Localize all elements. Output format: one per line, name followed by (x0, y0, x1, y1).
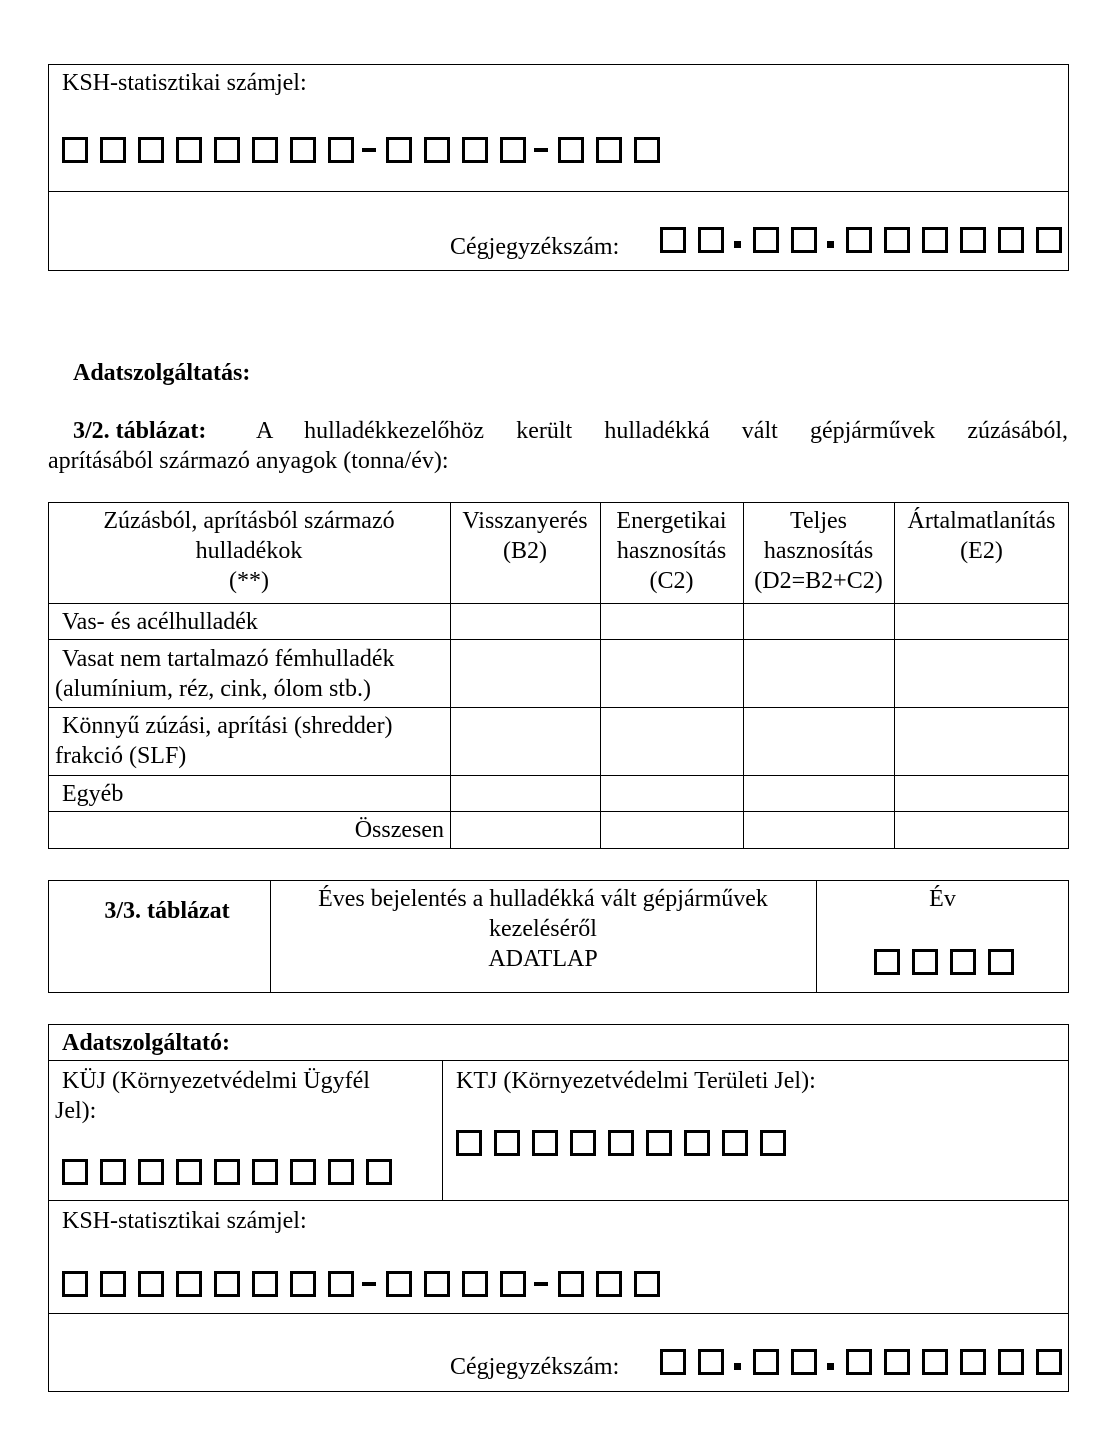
table33-title: Éves bejelentés a hulladékká vált gépjárművek kezeléséről ADATLAP (318, 886, 768, 972)
entry-box[interactable] (922, 227, 948, 253)
entry-box[interactable] (424, 1271, 450, 1297)
provider-title: Adatszolgáltató: (62, 1030, 230, 1056)
entry-box[interactable] (176, 1271, 202, 1297)
row-divider (48, 603, 1069, 604)
entry-box[interactable] (214, 137, 240, 163)
header-recovery: Visszanyerés (B2) (462, 508, 588, 564)
row-divider (48, 707, 1069, 708)
entry-box[interactable] (462, 137, 488, 163)
entry-box[interactable] (462, 1271, 488, 1297)
entry-box[interactable] (138, 137, 164, 163)
divider (48, 1200, 1069, 1201)
entry-box[interactable] (988, 949, 1014, 975)
entry-box[interactable] (753, 227, 779, 253)
entry-box[interactable] (846, 1349, 872, 1375)
kuj-label: KÜJ (Környezetvédelmi Ügyfél Jel): (55, 1068, 370, 1124)
row-divider (48, 811, 1069, 812)
entry-box[interactable] (62, 1271, 88, 1297)
table32-caption-line2: aprításából származó anyagok (tonna/év): (48, 448, 449, 474)
entry-box[interactable] (386, 1271, 412, 1297)
entry-box[interactable] (596, 1271, 622, 1297)
ksh-label: KSH-statisztikai számjel: (62, 70, 307, 96)
entry-box[interactable] (176, 137, 202, 163)
entry-box[interactable] (1036, 1349, 1062, 1375)
year-label: Év (929, 886, 956, 912)
entry-box[interactable] (252, 1271, 278, 1297)
entry-box[interactable] (698, 227, 724, 253)
table32-caption-label: 3/2. táblázat: (73, 418, 207, 444)
entry-box[interactable] (424, 137, 450, 163)
entry-box[interactable] (386, 137, 412, 163)
entry-box[interactable] (558, 137, 584, 163)
entry-box[interactable] (884, 227, 910, 253)
entry-box[interactable] (791, 1349, 817, 1375)
table32-caption-line1: A hulladékkezelőhöz került hulladékká vált gépjárművek zúzásából, (256, 418, 1068, 444)
separator-dash (534, 148, 548, 152)
entry-box[interactable] (660, 227, 686, 253)
entry-box[interactable] (960, 1349, 986, 1375)
entry-box[interactable] (252, 1159, 278, 1185)
entry-box[interactable] (634, 1271, 660, 1297)
entry-box[interactable] (532, 1130, 558, 1156)
entry-box[interactable] (960, 227, 986, 253)
row-divider (48, 775, 1069, 776)
kuj-boxes[interactable] (62, 1156, 404, 1186)
entry-box[interactable] (500, 1271, 526, 1297)
row-nonferrous: Vasat nem tartalmazó fémhulladék (alumínium, réz, cink, ólom stb.) (55, 646, 395, 702)
row-divider (48, 639, 1069, 640)
provider-ksh-label: KSH-statisztikai számjel: (62, 1208, 307, 1234)
entry-box[interactable] (791, 227, 817, 253)
section-title: Adatszolgáltatás: (73, 360, 251, 386)
entry-box[interactable] (138, 1271, 164, 1297)
ksh-code-boxes[interactable] (62, 134, 672, 164)
entry-box[interactable] (252, 137, 278, 163)
entry-box[interactable] (290, 1159, 316, 1185)
separator-dash (362, 1282, 376, 1286)
entry-box[interactable] (100, 1159, 126, 1185)
entry-box[interactable] (998, 227, 1024, 253)
entry-box[interactable] (684, 1130, 710, 1156)
entry-box[interactable] (722, 1130, 748, 1156)
entry-box[interactable] (290, 1271, 316, 1297)
entry-box[interactable] (998, 1349, 1024, 1375)
separator-dot (827, 1363, 834, 1370)
separator-dash (534, 1282, 548, 1286)
entry-box[interactable] (62, 1159, 88, 1185)
entry-box[interactable] (366, 1159, 392, 1185)
entry-box[interactable] (596, 137, 622, 163)
entry-box[interactable] (698, 1349, 724, 1375)
provider-ceg-number-boxes[interactable] (660, 1346, 1074, 1376)
entry-box[interactable] (846, 227, 872, 253)
entry-box[interactable] (500, 137, 526, 163)
year-boxes[interactable] (874, 946, 1026, 976)
entry-box[interactable] (290, 137, 316, 163)
entry-box[interactable] (660, 1349, 686, 1375)
entry-box[interactable] (912, 949, 938, 975)
ceg-number-boxes[interactable] (660, 224, 1074, 254)
entry-box[interactable] (100, 1271, 126, 1297)
entry-box[interactable] (100, 137, 126, 163)
row-total: Összesen (354, 817, 444, 843)
separator-dash (362, 148, 376, 152)
row-other: Egyéb (62, 781, 124, 807)
entry-box[interactable] (214, 1159, 240, 1185)
divider (48, 1060, 1069, 1061)
entry-box[interactable] (176, 1159, 202, 1185)
entry-box[interactable] (138, 1159, 164, 1185)
table33-label: 3/3. táblázat (104, 898, 230, 924)
entry-box[interactable] (922, 1349, 948, 1375)
entry-box[interactable] (753, 1349, 779, 1375)
entry-box[interactable] (214, 1271, 240, 1297)
row-iron-steel: Vas- és acélhulladék (62, 609, 258, 635)
header-disposal: Ártalmatlanítás (E2) (907, 508, 1056, 564)
entry-box[interactable] (646, 1130, 672, 1156)
separator-dot (734, 1363, 741, 1370)
ktj-boxes[interactable] (456, 1127, 798, 1157)
entry-box[interactable] (1036, 227, 1062, 253)
entry-box[interactable] (328, 1159, 354, 1185)
ceg-label: Cégjegyzékszám: (450, 234, 620, 260)
provider-ksh-code-boxes[interactable] (62, 1268, 672, 1298)
entry-box[interactable] (558, 1271, 584, 1297)
separator-dot (827, 241, 834, 248)
entry-box[interactable] (874, 949, 900, 975)
entry-box[interactable] (760, 1130, 786, 1156)
entry-box[interactable] (328, 1271, 354, 1297)
entry-box[interactable] (570, 1130, 596, 1156)
entry-box[interactable] (608, 1130, 634, 1156)
entry-box[interactable] (456, 1130, 482, 1156)
header-total-utilization: Teljes hasznosítás (D2=B2+C2) (754, 508, 883, 594)
divider (48, 1313, 1069, 1314)
entry-box[interactable] (494, 1130, 520, 1156)
separator-dot (734, 241, 741, 248)
entry-box[interactable] (328, 137, 354, 163)
entry-box[interactable] (62, 137, 88, 163)
col-divider (442, 1060, 443, 1200)
header-waste-type: Zúzásból, aprításból származó hulladékok (**) (103, 508, 395, 594)
entry-box[interactable] (634, 137, 660, 163)
row-shredder-fraction: Könnyű zúzási, aprítási (shredder) frakció (SLF) (55, 713, 393, 769)
entry-box[interactable] (950, 949, 976, 975)
header-energy: Energetikai hasznosítás (C2) (616, 508, 727, 594)
entry-box[interactable] (884, 1349, 910, 1375)
provider-ceg-label: Cégjegyzékszám: (450, 1354, 620, 1380)
ktj-label: KTJ (Környezetvédelmi Területi Jel): (456, 1068, 816, 1094)
divider (48, 191, 1069, 192)
